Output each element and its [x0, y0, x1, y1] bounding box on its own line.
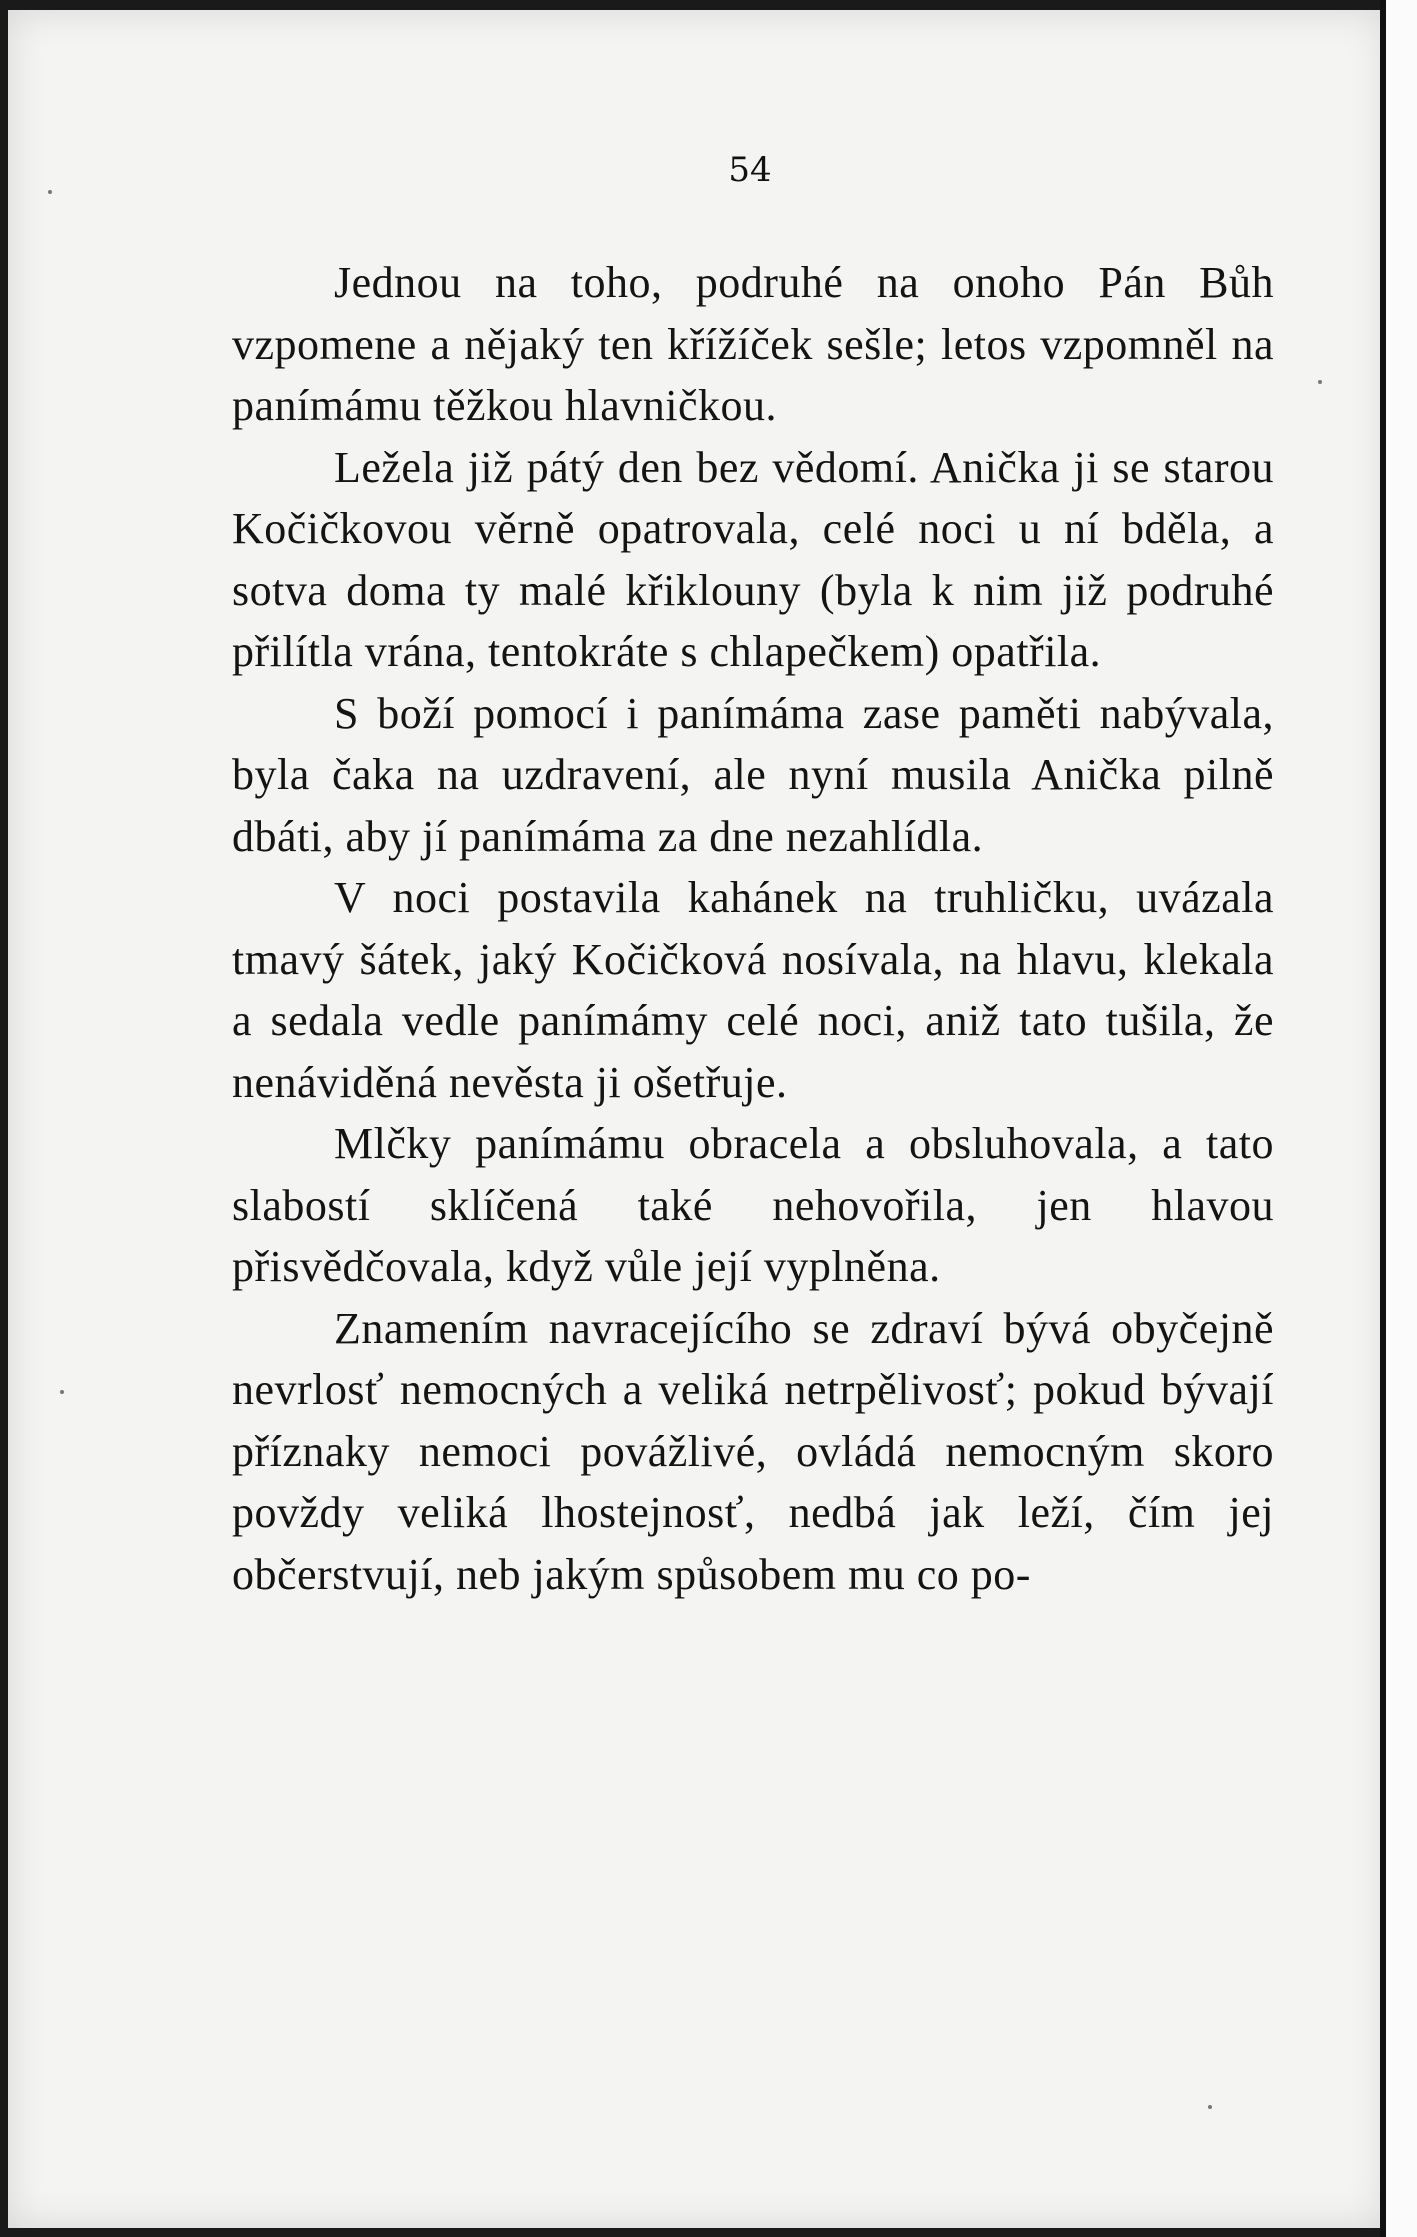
paper-speck — [48, 190, 52, 194]
paragraph: V noci postavila kahánek na truhličku, uvázala tmavý šátek, jaký Kočičková nosívala, na hlavu, klekala a sedala vedle panímámy celé noci, aniž tato tušila, že nenáviděná nevěsta ji ošetřuje. — [232, 873, 1274, 1107]
paragraph: S boží pomocí i panímáma zase paměti nabývala, byla čaka na uzdravení, ale nyní musila Anička pilně dbáti, aby jí panímáma za dne nezahlídla. — [232, 688, 1274, 861]
page-number: 54 — [728, 150, 772, 190]
paper-speck — [1208, 2105, 1212, 2109]
page-edge — [1380, 0, 1417, 2237]
paragraph: Znamením navracejícího se zdraví bývá obyčejně nevrlosť nemocných a veliká netrpělivosť; pokud bývají příznaky nemoci povážlivé, ovládá nemocným skoro povždy veliká lhostejnosť, nedbá jak leží, čím jej občerstvují, neb jakým spůsobem mu co po- — [232, 1303, 1274, 1599]
paragraph: Ležela již pátý den bez vědomí. Anička ji se starou Kočičkovou věrně opatrovala, celé noci u ní bděla, a sotva doma ty malé křiklouny (byla k nim již podruhé přilítla vrána, tentokráte s chlapečkem) opatřila. — [232, 442, 1274, 676]
paper-speck — [60, 1390, 64, 1394]
paper-speck — [1318, 380, 1322, 384]
paragraph: Mlčky panímámu obracela a obsluhovala, a tato slabostí sklíčená také nehovořila, jen hlavou přisvědčovala, když vůle její vyplněna. — [232, 1119, 1274, 1291]
body-text — [232, 252, 1274, 1605]
paragraph: Jednou na toho, podruhé na onoho Pán Bůh vzpomene a nějaký ten křížíček sešle; letos vzpomněl na panímámu těžkou hlavničkou. — [232, 258, 1274, 430]
